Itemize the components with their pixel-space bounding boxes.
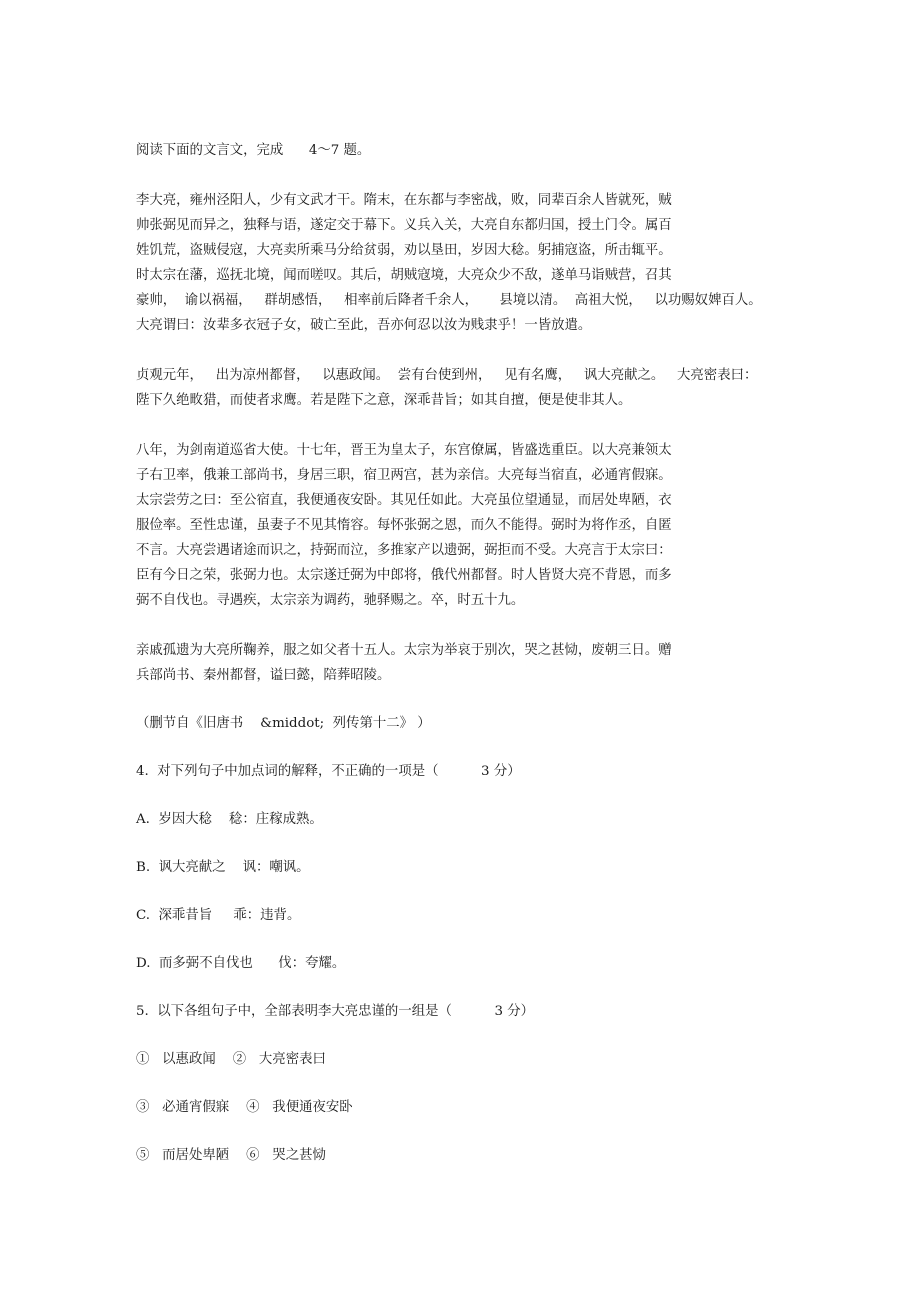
text-line: 子右卫率，俄兼工部尚书，身居三职，宿卫两宫，甚为亲信。大亮每当宿直，必通宵假寐。 <box>136 468 672 483</box>
text-line: 兵部尚书、秦州都督，谥曰懿，陪葬昭陵。 <box>136 668 391 683</box>
option-c: C. 深乖昔旨 乖：违背。 <box>136 908 301 923</box>
paragraph-4 <box>136 638 776 688</box>
paragraph-2 <box>136 363 776 413</box>
sentence-group: ③ 必通宵假寐 ④ 我便通夜安卧 <box>136 1100 353 1115</box>
spacer <box>136 784 776 807</box>
spacer <box>136 1072 776 1095</box>
spacer <box>136 880 776 903</box>
text-line: 姓饥荒，盗贼侵寇，大亮卖所乘马分给贫弱，劝以垦田，岁因大稔。躬捕寇盗，所击辄平。 <box>136 243 672 258</box>
spacer <box>136 976 776 999</box>
text-line: 豪帅， 谕以祸福， 群胡感悟， 相率前后降者千余人， 县境以清。 高祖大悦， 以功赐奴婢百人。 <box>136 293 762 308</box>
text-line: 陛下久绝畋猎，而使者求鹰。若是陛下之意，深乖昔旨；如其自擅，便是使非其人。 <box>136 393 632 408</box>
text-line: 服俭率。至性忠谨，虽妻子不见其惰容。每怀张弼之恩，而久不能得。弼时为将作丞，自匿 <box>136 518 672 533</box>
document-page <box>136 138 776 1168</box>
option-d: D. 而多弼不自伐也 伐：夸耀。 <box>136 956 346 971</box>
intro-line: 阅读下面的文言文，完成 4～7 题。 <box>136 143 371 158</box>
spacer <box>136 928 776 951</box>
paragraph-1 <box>136 188 776 338</box>
source-citation: （删节自《旧唐书 &middot; 列传第十二》 ） <box>136 716 431 731</box>
spacer <box>136 613 776 638</box>
option-a: A. 岁因大稔 稔：庄稼成熟。 <box>136 812 323 827</box>
text-line: 帅张弼见而异之，独释与语，遂定交于幕下。义兵入关，大亮自东都归国，授土门令。属百 <box>136 218 672 233</box>
text-line: 亲戚孤遗为大亮所鞠养，服之如父者十五人。太宗为举哀于别次，哭之甚恸，废朝三日。赠 <box>136 643 672 658</box>
spacer <box>136 163 776 188</box>
question-stem: 4. 对下列句子中加点词的解释，不正确的一项是（ 3 分） <box>136 764 521 779</box>
text-line: 太宗尝劳之曰：至公宿直，我便通夜安卧。其见任如此。大亮虽位望通显，而居处卑陋，衣 <box>136 493 672 508</box>
text-line: 李大亮，雍州泾阳人，少有文武才干。隋末，在东都与李密战，败，同辈百余人皆就死，贼 <box>136 193 672 208</box>
spacer <box>136 338 776 363</box>
spacer <box>136 736 776 759</box>
text-line: 弼不自伐也。寻遇疾，太宗亲为调药，驰驿赐之。卒，时五十九。 <box>136 593 525 608</box>
question-5 <box>136 999 776 1168</box>
text-line: 臣有今日之荣，张弼力也。太宗遂迁弼为中郎将，俄代州都督。时人皆贤大亮不背恩，而多 <box>136 568 672 583</box>
sentence-group: ⑤ 而居处卑陋 ⑥ 哭之甚恸 <box>136 1148 326 1163</box>
text-line: 时太宗在藩，巡抚北境，闻而嗟叹。其后，胡贼寇境，大亮众少不敌，遂单马诣贼营，召其 <box>136 268 672 283</box>
text-line: 八年，为剑南道巡省大使。十七年，晋王为皇太子，东宫僚属，皆盛选重臣。以大亮兼领太 <box>136 443 672 458</box>
text-line: 贞观元年， 出为凉州都督， 以惠政闻。 尝有台使到州， 见有名鹰， 讽大亮献之。 大亮密表曰： <box>136 368 758 383</box>
sentence-group: ① 以惠政闻 ② 大亮密表曰 <box>136 1052 326 1067</box>
option-b: B. 讽大亮献之 讽：嘲讽。 <box>136 860 310 875</box>
spacer <box>136 688 776 711</box>
spacer <box>136 1120 776 1143</box>
spacer <box>136 832 776 855</box>
paragraph-3 <box>136 438 776 613</box>
question-4 <box>136 759 776 976</box>
question-stem: 5. 以下各组句子中，全部表明李大亮忠谨的一组是（ 3 分） <box>136 1004 535 1019</box>
spacer <box>136 1024 776 1047</box>
text-line: 大亮谓曰：汝辈多衣冠子女，破亡至此，吾亦何忍以汝为贱隶乎！一皆放遣。 <box>136 318 592 333</box>
text-line: 不言。大亮尝遇诸途而识之，持弼而泣，多推家产以遗弼，弼拒而不受。大亮言于太宗曰： <box>136 543 672 558</box>
spacer <box>136 413 776 438</box>
